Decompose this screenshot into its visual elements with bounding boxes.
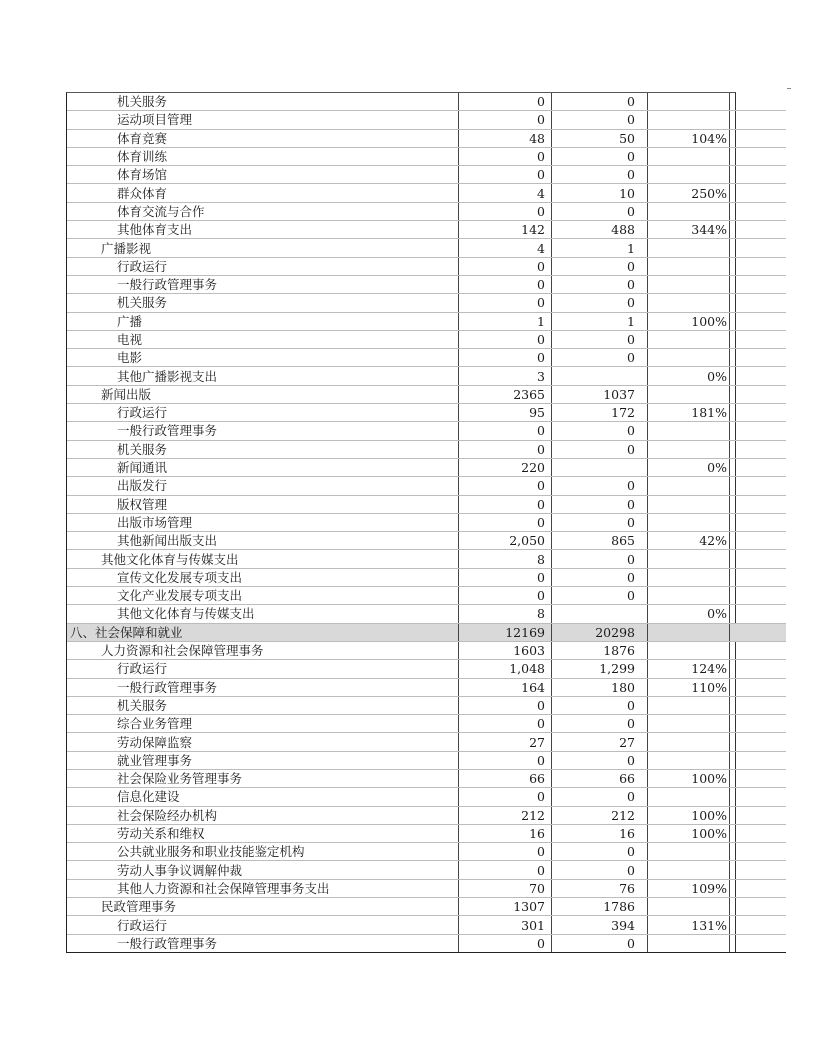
- blank-cell: [730, 751, 787, 769]
- table-row: [67, 806, 786, 824]
- value-1-cell: 0: [459, 861, 552, 879]
- value-1-cell: 0: [459, 257, 552, 275]
- value-2-cell: 0: [552, 93, 648, 111]
- table-row: [67, 166, 786, 184]
- blank-cell: [730, 275, 787, 293]
- value-1-cell: 0: [459, 715, 552, 733]
- table-row: [67, 678, 786, 696]
- percent-cell: 100%: [648, 312, 730, 330]
- value-2-cell: 0: [552, 715, 648, 733]
- table-row: [67, 879, 786, 897]
- blank-cell: [730, 93, 787, 111]
- value-2-cell: 0: [552, 202, 648, 220]
- item-name-cell: 就业管理事务: [67, 751, 459, 769]
- blank-cell: [730, 129, 787, 147]
- table-row: [67, 513, 786, 531]
- value-1-cell: 8: [459, 605, 552, 623]
- percent-cell: 110%: [648, 678, 730, 696]
- blank-cell: [730, 733, 787, 751]
- percent-cell: [648, 202, 730, 220]
- table-row: [67, 495, 786, 513]
- blank-cell: [730, 587, 787, 605]
- subcategory-row: [67, 641, 786, 659]
- item-name-cell: 宣传文化发展专项支出: [67, 568, 459, 586]
- table-row: [67, 916, 786, 934]
- value-2-cell: 20298: [552, 623, 648, 641]
- blank-cell: [730, 623, 787, 641]
- table-row: [67, 824, 786, 842]
- item-name-cell: 其他体育支出: [67, 221, 459, 239]
- item-name-cell: 社会保险经办机构: [67, 806, 459, 824]
- table-row: [67, 458, 786, 476]
- value-1-cell: 0: [459, 934, 552, 952]
- percent-cell: 104%: [648, 129, 730, 147]
- table-row: [67, 660, 786, 678]
- percent-cell: [648, 166, 730, 184]
- value-1-cell: 16: [459, 824, 552, 842]
- value-2-cell: 1,299: [552, 660, 648, 678]
- value-2-cell: 0: [552, 495, 648, 513]
- blank-cell: [730, 330, 787, 348]
- value-2-cell: 0: [552, 550, 648, 568]
- value-1-cell: 1603: [459, 641, 552, 659]
- subcategory-row: [67, 550, 786, 568]
- table-row: [67, 934, 786, 952]
- value-1-cell: 0: [459, 843, 552, 861]
- blank-cell: [730, 404, 787, 422]
- subcategory-row: [67, 385, 786, 403]
- item-name-cell: 劳动保障监察: [67, 733, 459, 751]
- blank-cell: [730, 806, 787, 824]
- value-1-cell: 2365: [459, 385, 552, 403]
- item-name-cell: 人力资源和社会保障管理事务: [67, 641, 459, 659]
- percent-cell: 0%: [648, 605, 730, 623]
- table-row: [67, 147, 786, 165]
- blank-cell: [730, 477, 787, 495]
- value-1-cell: 220: [459, 458, 552, 476]
- table-row: [67, 788, 786, 806]
- budget-table-sheet: [66, 92, 736, 953]
- item-name-cell: 机关服务: [67, 696, 459, 714]
- percent-cell: [648, 898, 730, 916]
- percent-cell: 100%: [648, 824, 730, 842]
- blank-cell: [730, 239, 787, 257]
- item-name-cell: 一般行政管理事务: [67, 934, 459, 952]
- value-1-cell: 0: [459, 275, 552, 293]
- table-row: [67, 733, 786, 751]
- item-name-cell: 电影: [67, 349, 459, 367]
- percent-cell: 0%: [648, 458, 730, 476]
- scan-mark: [787, 88, 791, 89]
- blank-cell: [730, 898, 787, 916]
- percent-cell: [648, 440, 730, 458]
- table-row: [67, 93, 786, 111]
- value-1-cell: 2,050: [459, 532, 552, 550]
- blank-cell: [730, 769, 787, 787]
- percent-cell: [648, 93, 730, 111]
- value-1-cell: 0: [459, 495, 552, 513]
- item-name-cell: 一般行政管理事务: [67, 678, 459, 696]
- blank-cell: [730, 458, 787, 476]
- blank-cell: [730, 605, 787, 623]
- blank-cell: [730, 221, 787, 239]
- blank-cell: [730, 111, 787, 129]
- percent-cell: [648, 349, 730, 367]
- value-2-cell: 50: [552, 129, 648, 147]
- item-name-cell: 行政运行: [67, 404, 459, 422]
- item-name-cell: 劳动人事争议调解仲裁: [67, 861, 459, 879]
- blank-cell: [730, 294, 787, 312]
- item-name-cell: 公共就业服务和职业技能鉴定机构: [67, 843, 459, 861]
- percent-cell: [648, 788, 730, 806]
- item-name-cell: 行政运行: [67, 257, 459, 275]
- value-2-cell: 0: [552, 861, 648, 879]
- value-2-cell: 172: [552, 404, 648, 422]
- percent-cell: [648, 257, 730, 275]
- item-name-cell: 群众体育: [67, 184, 459, 202]
- value-2-cell: 0: [552, 788, 648, 806]
- table-row: [67, 367, 786, 385]
- value-2-cell: 27: [552, 733, 648, 751]
- blank-cell: [730, 660, 787, 678]
- percent-cell: 100%: [648, 769, 730, 787]
- value-2-cell: 0: [552, 166, 648, 184]
- value-2-cell: 0: [552, 587, 648, 605]
- value-2-cell: 0: [552, 111, 648, 129]
- blank-cell: [730, 824, 787, 842]
- item-name-cell: 信息化建设: [67, 788, 459, 806]
- blank-cell: [730, 861, 787, 879]
- item-name-cell: 版权管理: [67, 495, 459, 513]
- percent-cell: 131%: [648, 916, 730, 934]
- value-1-cell: 0: [459, 349, 552, 367]
- item-name-cell: 一般行政管理事务: [67, 422, 459, 440]
- item-name-cell: 体育竞赛: [67, 129, 459, 147]
- value-2-cell: 0: [552, 275, 648, 293]
- percent-cell: 250%: [648, 184, 730, 202]
- percent-cell: 100%: [648, 806, 730, 824]
- value-1-cell: 0: [459, 147, 552, 165]
- value-2-cell: 1876: [552, 641, 648, 659]
- blank-cell: [730, 257, 787, 275]
- percent-cell: [648, 495, 730, 513]
- table-row: [67, 330, 786, 348]
- percent-cell: 344%: [648, 221, 730, 239]
- blank-cell: [730, 513, 787, 531]
- blank-cell: [730, 678, 787, 696]
- table-row: [67, 184, 786, 202]
- value-1-cell: 12169: [459, 623, 552, 641]
- value-1-cell: 95: [459, 404, 552, 422]
- value-2-cell: 212: [552, 806, 648, 824]
- table-row: [67, 349, 786, 367]
- item-name-cell: 新闻通讯: [67, 458, 459, 476]
- percent-cell: [648, 641, 730, 659]
- blank-cell: [730, 166, 787, 184]
- table-row: [67, 202, 786, 220]
- blank-cell: [730, 696, 787, 714]
- value-2-cell: 488: [552, 221, 648, 239]
- percent-cell: [648, 934, 730, 952]
- percent-cell: [648, 330, 730, 348]
- table-row: [67, 275, 786, 293]
- item-name-cell: 广播: [67, 312, 459, 330]
- blank-cell: [730, 147, 787, 165]
- item-name-cell: 机关服务: [67, 294, 459, 312]
- value-2-cell: 394: [552, 916, 648, 934]
- percent-cell: [648, 751, 730, 769]
- value-1-cell: 0: [459, 477, 552, 495]
- table-row: [67, 861, 786, 879]
- value-1-cell: 0: [459, 440, 552, 458]
- blank-cell: [730, 367, 787, 385]
- item-name-cell: 新闻出版: [67, 385, 459, 403]
- item-name-cell: 民政管理事务: [67, 898, 459, 916]
- value-2-cell: 0: [552, 843, 648, 861]
- value-2-cell: 0: [552, 294, 648, 312]
- value-2-cell: 1037: [552, 385, 648, 403]
- value-1-cell: 0: [459, 751, 552, 769]
- percent-cell: [648, 861, 730, 879]
- percent-cell: [648, 239, 730, 257]
- percent-cell: 0%: [648, 367, 730, 385]
- value-2-cell: 0: [552, 349, 648, 367]
- percent-cell: [648, 550, 730, 568]
- table-row: [67, 477, 786, 495]
- value-2-cell: 10: [552, 184, 648, 202]
- item-name-cell: 电视: [67, 330, 459, 348]
- percent-cell: [648, 733, 730, 751]
- value-1-cell: 0: [459, 93, 552, 111]
- blank-cell: [730, 532, 787, 550]
- table-row: [67, 257, 786, 275]
- blank-cell: [730, 715, 787, 733]
- value-1-cell: 0: [459, 696, 552, 714]
- value-1-cell: 0: [459, 166, 552, 184]
- value-2-cell: 865: [552, 532, 648, 550]
- table-row: [67, 404, 786, 422]
- item-name-cell: 其他文化体育与传媒支出: [67, 605, 459, 623]
- item-name-cell: 社会保险业务管理事务: [67, 769, 459, 787]
- value-2-cell: 0: [552, 330, 648, 348]
- table-row: [67, 312, 786, 330]
- subcategory-row: [67, 898, 786, 916]
- item-name-cell: 机关服务: [67, 93, 459, 111]
- item-name-cell: 劳动关系和维权: [67, 824, 459, 842]
- item-name-cell: 其他文化体育与传媒支出: [67, 550, 459, 568]
- item-name-cell: 文化产业发展专项支出: [67, 587, 459, 605]
- blank-cell: [730, 916, 787, 934]
- item-name-cell: 机关服务: [67, 440, 459, 458]
- value-1-cell: 4: [459, 239, 552, 257]
- table-row: [67, 715, 786, 733]
- item-name-cell: 体育交流与合作: [67, 202, 459, 220]
- item-name-cell: 出版发行: [67, 477, 459, 495]
- percent-cell: [648, 294, 730, 312]
- value-2-cell: 16: [552, 824, 648, 842]
- value-2-cell: 0: [552, 477, 648, 495]
- blank-cell: [730, 550, 787, 568]
- percent-cell: [648, 696, 730, 714]
- value-1-cell: 0: [459, 294, 552, 312]
- item-name-cell: 其他人力资源和社会保障管理事务支出: [67, 879, 459, 897]
- value-2-cell: 0: [552, 696, 648, 714]
- blank-cell: [730, 184, 787, 202]
- percent-cell: [648, 275, 730, 293]
- value-1-cell: 3: [459, 367, 552, 385]
- item-name-cell: 行政运行: [67, 660, 459, 678]
- table-row: [67, 696, 786, 714]
- value-1-cell: 1,048: [459, 660, 552, 678]
- percent-cell: [648, 513, 730, 531]
- category-row: [67, 623, 786, 641]
- value-1-cell: 0: [459, 513, 552, 531]
- value-1-cell: 0: [459, 587, 552, 605]
- value-2-cell: 0: [552, 422, 648, 440]
- value-2-cell: 1786: [552, 898, 648, 916]
- value-1-cell: 301: [459, 916, 552, 934]
- percent-cell: [648, 843, 730, 861]
- blank-cell: [730, 422, 787, 440]
- value-2-cell: [552, 605, 648, 623]
- percent-cell: 124%: [648, 660, 730, 678]
- item-name-cell: 运动项目管理: [67, 111, 459, 129]
- item-name-cell: 综合业务管理: [67, 715, 459, 733]
- subcategory-row: [67, 239, 786, 257]
- value-1-cell: 164: [459, 678, 552, 696]
- table-row: [67, 221, 786, 239]
- percent-cell: [648, 385, 730, 403]
- table-row: [67, 769, 786, 787]
- blank-cell: [730, 385, 787, 403]
- item-name-cell: 其他新闻出版支出: [67, 532, 459, 550]
- table-row: [67, 532, 786, 550]
- value-1-cell: 70: [459, 879, 552, 897]
- value-2-cell: 0: [552, 568, 648, 586]
- table-row: [67, 129, 786, 147]
- value-1-cell: 0: [459, 568, 552, 586]
- value-2-cell: 0: [552, 513, 648, 531]
- value-1-cell: 4: [459, 184, 552, 202]
- percent-cell: 42%: [648, 532, 730, 550]
- blank-cell: [730, 879, 787, 897]
- item-name-cell: 广播影视: [67, 239, 459, 257]
- percent-cell: 181%: [648, 404, 730, 422]
- value-1-cell: 48: [459, 129, 552, 147]
- percent-cell: [648, 111, 730, 129]
- value-1-cell: 1: [459, 312, 552, 330]
- blank-cell: [730, 788, 787, 806]
- percent-cell: [648, 477, 730, 495]
- table-row: [67, 111, 786, 129]
- value-2-cell: 0: [552, 440, 648, 458]
- value-2-cell: 0: [552, 751, 648, 769]
- value-1-cell: 27: [459, 733, 552, 751]
- percent-cell: [648, 715, 730, 733]
- item-name-cell: 体育训练: [67, 147, 459, 165]
- blank-cell: [730, 312, 787, 330]
- table-row: [67, 605, 786, 623]
- table-row: [67, 440, 786, 458]
- item-name-cell: 八、社会保障和就业: [67, 623, 459, 641]
- item-name-cell: 其他广播影视支出: [67, 367, 459, 385]
- table-row: [67, 422, 786, 440]
- item-name-cell: 出版市场管理: [67, 513, 459, 531]
- blank-cell: [730, 843, 787, 861]
- value-2-cell: 1: [552, 239, 648, 257]
- value-1-cell: 0: [459, 202, 552, 220]
- value-1-cell: 8: [459, 550, 552, 568]
- table-row: [67, 843, 786, 861]
- value-2-cell: 180: [552, 678, 648, 696]
- value-2-cell: 0: [552, 934, 648, 952]
- item-name-cell: 一般行政管理事务: [67, 275, 459, 293]
- item-name-cell: 行政运行: [67, 916, 459, 934]
- value-1-cell: 0: [459, 788, 552, 806]
- blank-cell: [730, 495, 787, 513]
- table-row: [67, 568, 786, 586]
- blank-cell: [730, 202, 787, 220]
- budget-table: [67, 93, 786, 953]
- percent-cell: 109%: [648, 879, 730, 897]
- value-1-cell: 0: [459, 330, 552, 348]
- value-2-cell: 0: [552, 147, 648, 165]
- value-2-cell: 66: [552, 769, 648, 787]
- budget-table-body: [67, 93, 786, 952]
- value-1-cell: 142: [459, 221, 552, 239]
- percent-cell: [648, 147, 730, 165]
- table-row: [67, 751, 786, 769]
- value-2-cell: [552, 367, 648, 385]
- value-1-cell: 212: [459, 806, 552, 824]
- value-2-cell: 1: [552, 312, 648, 330]
- percent-cell: [648, 623, 730, 641]
- blank-cell: [730, 349, 787, 367]
- value-1-cell: 0: [459, 111, 552, 129]
- value-1-cell: 1307: [459, 898, 552, 916]
- value-2-cell: 0: [552, 257, 648, 275]
- value-2-cell: 76: [552, 879, 648, 897]
- percent-cell: [648, 587, 730, 605]
- table-row: [67, 587, 786, 605]
- blank-cell: [730, 440, 787, 458]
- blank-cell: [730, 934, 787, 952]
- item-name-cell: 体育场馆: [67, 166, 459, 184]
- value-1-cell: 66: [459, 769, 552, 787]
- percent-cell: [648, 568, 730, 586]
- value-1-cell: 0: [459, 422, 552, 440]
- table-row: [67, 294, 786, 312]
- blank-cell: [730, 641, 787, 659]
- blank-cell: [730, 568, 787, 586]
- percent-cell: [648, 422, 730, 440]
- value-2-cell: [552, 458, 648, 476]
